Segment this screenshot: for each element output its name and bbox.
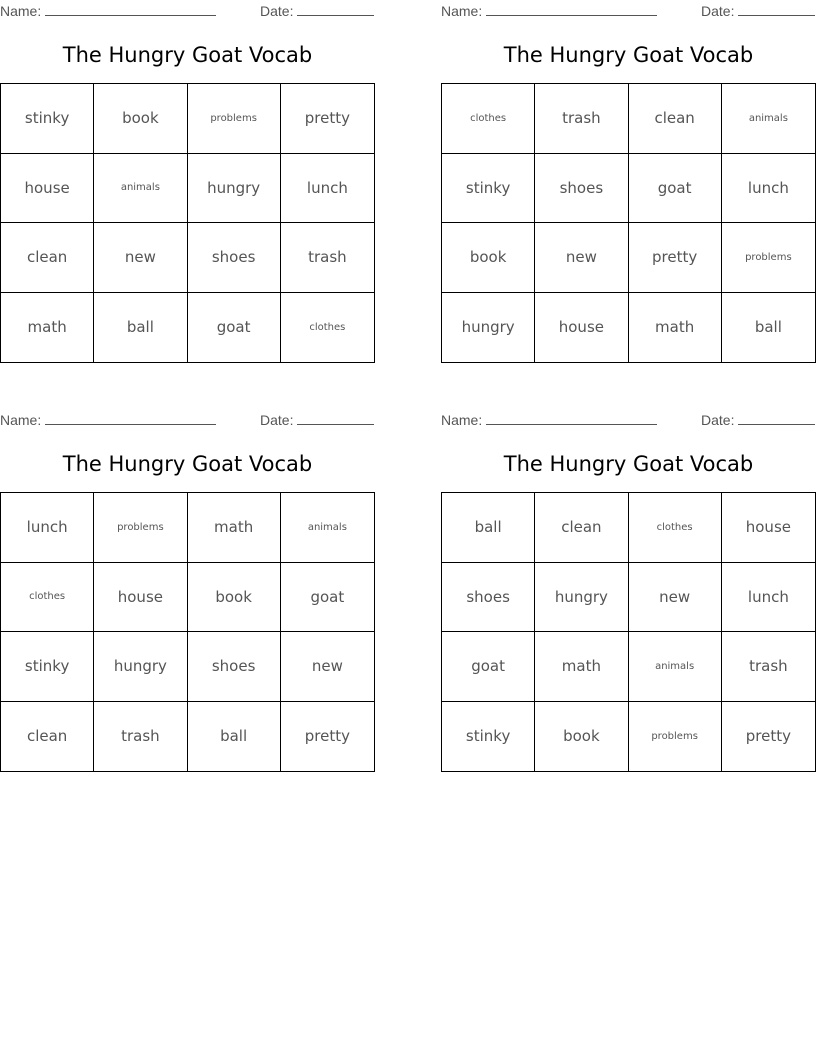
bingo-cell: shoes <box>188 223 281 293</box>
bingo-cell: new <box>94 223 187 293</box>
card-title: The Hungry Goat Vocab <box>62 43 313 67</box>
bingo-cell: problems <box>629 702 722 772</box>
name-label: Name: <box>441 412 483 428</box>
bingo-cell: ball <box>754 318 782 337</box>
bingo-cell: clean <box>1 702 94 772</box>
bingo-cell: pretty <box>304 727 350 746</box>
name-field <box>0 3 216 19</box>
name-blank-line <box>486 3 657 16</box>
bingo-cell: goat <box>188 293 281 363</box>
date-field <box>701 3 815 19</box>
bingo-cell: problems <box>188 84 281 154</box>
name-label: Name: <box>0 412 42 428</box>
name-field <box>0 412 216 428</box>
name-label: Name: <box>0 3 42 19</box>
bingo-cell: hungry <box>188 154 281 224</box>
bingo-cell: shoes <box>188 632 281 702</box>
bingo-cell: goat <box>629 154 722 224</box>
bingo-cell: ball <box>442 493 535 563</box>
bingo-cell: house <box>94 563 187 633</box>
date-field <box>701 412 815 428</box>
bingo-cell: clothes <box>442 84 535 154</box>
bingo-cell: lunch <box>281 154 374 224</box>
bingo-cell: clothes <box>1 563 94 633</box>
bingo-cell: house <box>1 154 94 224</box>
bingo-cell: pretty <box>629 223 722 293</box>
bingo-cell: math <box>188 493 281 563</box>
bingo-cell: clean <box>535 493 628 563</box>
bingo-cell: lunch <box>1 493 94 563</box>
bingo-cell: pretty <box>745 727 791 746</box>
bingo-cell: stinky <box>1 632 94 702</box>
bingo-cell: clean <box>1 223 94 293</box>
date-label: Date: <box>260 3 294 19</box>
bingo-cell: lunch <box>722 563 815 633</box>
bingo-cell: new <box>629 563 722 633</box>
bingo-cell: goat <box>281 563 374 633</box>
bingo-cell: animals <box>629 632 722 702</box>
bingo-cell: new <box>281 632 374 702</box>
bingo-cell: book <box>188 563 281 633</box>
bingo-cell: animals <box>94 154 187 224</box>
card-title: The Hungry Goat Vocab <box>503 452 754 476</box>
name-blank-line <box>486 412 657 425</box>
bingo-cell: house <box>722 493 815 563</box>
bingo-cell: ball <box>94 293 187 363</box>
bingo-cell: goat <box>442 632 535 702</box>
bingo-cell: problems <box>94 493 187 563</box>
name-label: Name: <box>441 3 483 19</box>
date-field <box>260 3 374 19</box>
bingo-grid <box>441 492 816 772</box>
bingo-cell: animals <box>281 493 374 563</box>
date-label: Date: <box>701 3 735 19</box>
card-title: The Hungry Goat Vocab <box>62 452 313 476</box>
bingo-grid <box>0 83 375 363</box>
bingo-card-1 <box>0 0 375 365</box>
bingo-cell: new <box>535 223 628 293</box>
bingo-cell: clothes <box>309 321 346 333</box>
bingo-cell: stinky <box>442 702 535 772</box>
card-title: The Hungry Goat Vocab <box>503 43 754 67</box>
bingo-cell: trash <box>94 702 187 772</box>
bingo-cell: ball <box>188 702 281 772</box>
date-blank-line <box>738 412 815 425</box>
bingo-card-2 <box>441 0 816 365</box>
bingo-cell: stinky <box>1 84 94 154</box>
date-blank-line <box>738 3 815 16</box>
date-field <box>260 412 374 428</box>
date-blank-line <box>297 412 374 425</box>
bingo-cell: math <box>629 293 722 363</box>
bingo-grid <box>441 83 816 363</box>
bingo-cell: house <box>535 293 628 363</box>
bingo-cell: shoes <box>442 563 535 633</box>
bingo-cell: hungry <box>535 563 628 633</box>
bingo-cell: trash <box>722 632 815 702</box>
bingo-cell: animals <box>722 84 815 154</box>
bingo-cell: trash <box>281 223 374 293</box>
name-field <box>441 3 657 19</box>
date-blank-line <box>297 3 374 16</box>
bingo-cell: clean <box>629 84 722 154</box>
bingo-card-4 <box>441 409 816 774</box>
date-label: Date: <box>260 412 294 428</box>
bingo-cell: pretty <box>281 84 374 154</box>
bingo-cell: math <box>535 632 628 702</box>
bingo-cell: book <box>94 84 187 154</box>
bingo-cell: trash <box>535 84 628 154</box>
bingo-cell: problems <box>722 223 815 293</box>
bingo-cell: hungry <box>94 632 187 702</box>
bingo-cell: lunch <box>722 154 815 224</box>
bingo-card-3 <box>0 409 375 774</box>
bingo-cell: shoes <box>535 154 628 224</box>
bingo-cell: stinky <box>442 154 535 224</box>
bingo-cell: book <box>442 223 535 293</box>
date-label: Date: <box>701 412 735 428</box>
bingo-cell: clothes <box>629 493 722 563</box>
bingo-grid <box>0 492 375 772</box>
name-field <box>441 412 657 428</box>
bingo-cell: book <box>535 702 628 772</box>
bingo-cell: hungry <box>442 293 535 363</box>
name-blank-line <box>45 412 216 425</box>
name-blank-line <box>45 3 216 16</box>
bingo-cell: math <box>1 293 94 363</box>
